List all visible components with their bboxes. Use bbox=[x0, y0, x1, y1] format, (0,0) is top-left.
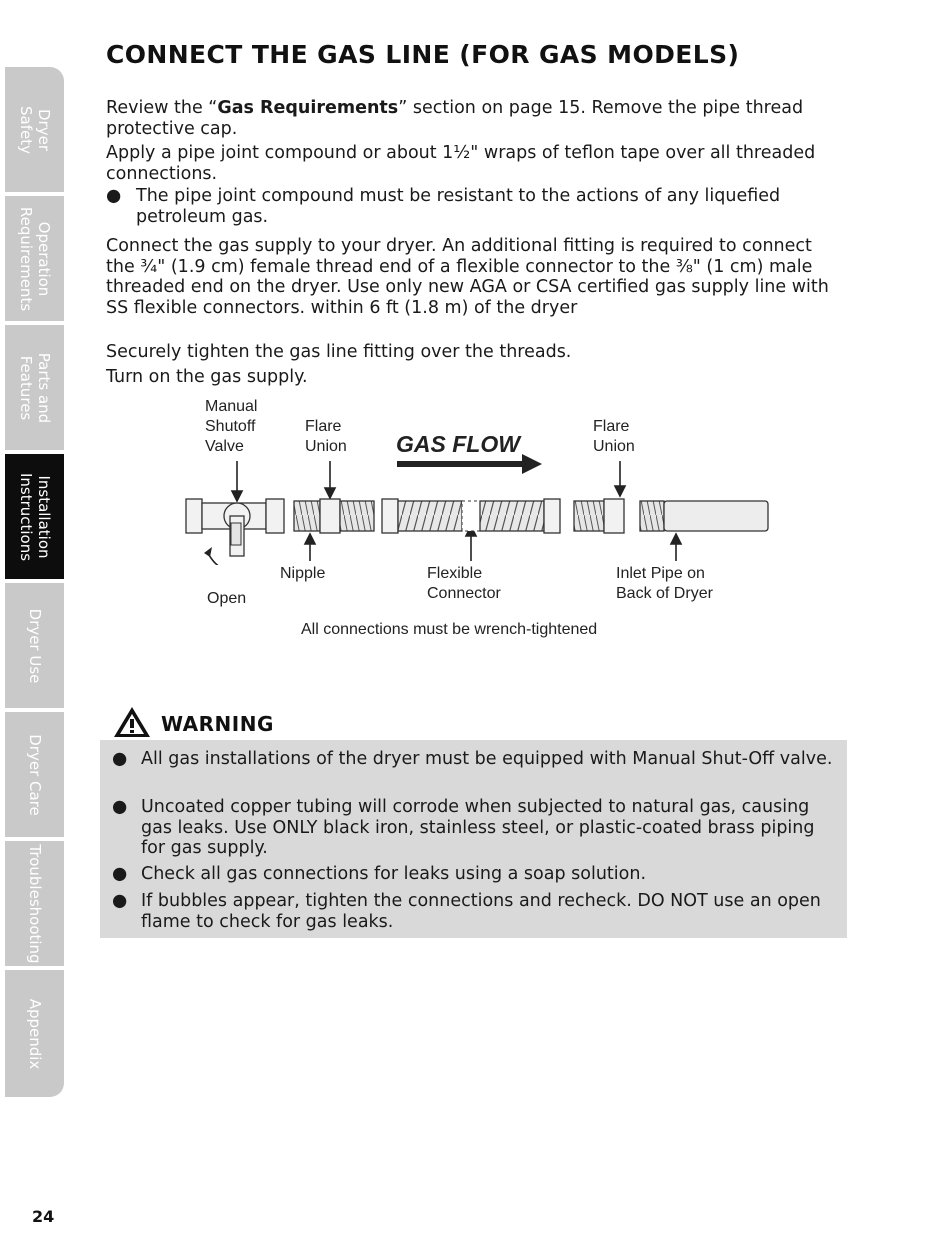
warning-triangle-icon bbox=[113, 706, 151, 738]
label-gas-flow: GAS FLOW bbox=[396, 431, 520, 457]
tab-label: Dryer Care bbox=[25, 733, 44, 816]
tab-appendix[interactable] bbox=[5, 970, 64, 1097]
bullet-icon: ● bbox=[112, 891, 128, 911]
tab-troubleshooting[interactable] bbox=[5, 841, 64, 968]
tab-label: Appendix bbox=[25, 998, 44, 1069]
label-manual-shutoff-valve: Manual Shutoff Valve bbox=[205, 398, 258, 455]
paragraph-review: Review the “Gas Requirements” section on page 15. Remove the pipe thread protective cap. bbox=[106, 98, 804, 139]
paragraph-apply-compound: Apply a pipe joint compound or about 1½" wraps of teflon tape over all threaded connections. bbox=[106, 143, 816, 184]
tab-installation-instructions[interactable] bbox=[5, 454, 64, 581]
tab-label: Operation Requirements bbox=[16, 206, 53, 311]
tab-operation-requirements[interactable] bbox=[5, 196, 64, 323]
tab-dryer-care[interactable] bbox=[5, 712, 64, 839]
tab-dryer-safety[interactable] bbox=[5, 67, 64, 194]
page-number: 24 bbox=[32, 1207, 55, 1226]
bullet-icon: ● bbox=[112, 797, 128, 817]
section-tabs bbox=[5, 67, 64, 1100]
bullet-icon: ● bbox=[106, 186, 122, 206]
label-flexible-connector: Flexible Connector bbox=[427, 565, 501, 602]
warning-title: WARNING bbox=[161, 712, 274, 736]
tab-parts-and-features[interactable] bbox=[5, 325, 64, 452]
bullet-icon: ● bbox=[112, 864, 128, 884]
bullet-icon: ● bbox=[112, 749, 128, 769]
tab-label: Dryer Safety bbox=[16, 105, 53, 154]
label-flare-union-left: Flare Union bbox=[305, 418, 347, 455]
label-nipple: Nipple bbox=[280, 565, 326, 582]
paragraph-connect-supply: Connect the gas supply to your dryer. An additional fitting is required to connect the ¾" (1.9 cm) female thread end of a flexible connector to the ⅜" (1 cm) male threaded end on the dryer. Use only new AGA or CSA certified gas supply line with SS flexible connectors. within 6 ft (1.8 m) of the dryer bbox=[106, 236, 829, 318]
pipe-illustration bbox=[170, 395, 790, 565]
label-open: Open bbox=[207, 590, 247, 607]
tab-label: Installation Instructions bbox=[16, 472, 53, 561]
paragraph-turn-on: Turn on the gas supply. bbox=[106, 367, 308, 387]
tab-label: Troubleshooting bbox=[25, 843, 44, 964]
tab-label: Dryer Use bbox=[25, 608, 44, 683]
label-flare-union-right: Flare Union bbox=[593, 418, 635, 455]
tab-label: Parts and Features bbox=[16, 352, 53, 423]
paragraph-tighten: Securely tighten the gas line fitting over the threads. bbox=[106, 342, 572, 362]
diagram-caption: All connections must be wrench-tightened bbox=[301, 621, 598, 638]
warning-box: ● All gas installations of the dryer must be equipped with Manual Shut-Off valve. ● Uncoated copper tubing will corrode when subjected to natural gas, causing gas leaks. Use ONLY black iron, stainless steel, or plastic-coated brass piping for gas supply. ● Check all gas connections for leaks using a soap solution. ● If bubbles appear, tighten the connections and recheck. DO NOT use an open flame to check for gas leaks. bbox=[100, 740, 847, 938]
tab-dryer-use[interactable] bbox=[5, 583, 64, 710]
page-title: CONNECT THE GAS LINE (FOR GAS MODELS) bbox=[106, 40, 740, 69]
label-inlet-pipe: Inlet Pipe on Back of Dryer bbox=[616, 565, 713, 602]
gas-connection-diagram bbox=[170, 395, 790, 645]
gas-requirements-ref: Gas Requirements bbox=[217, 98, 399, 118]
